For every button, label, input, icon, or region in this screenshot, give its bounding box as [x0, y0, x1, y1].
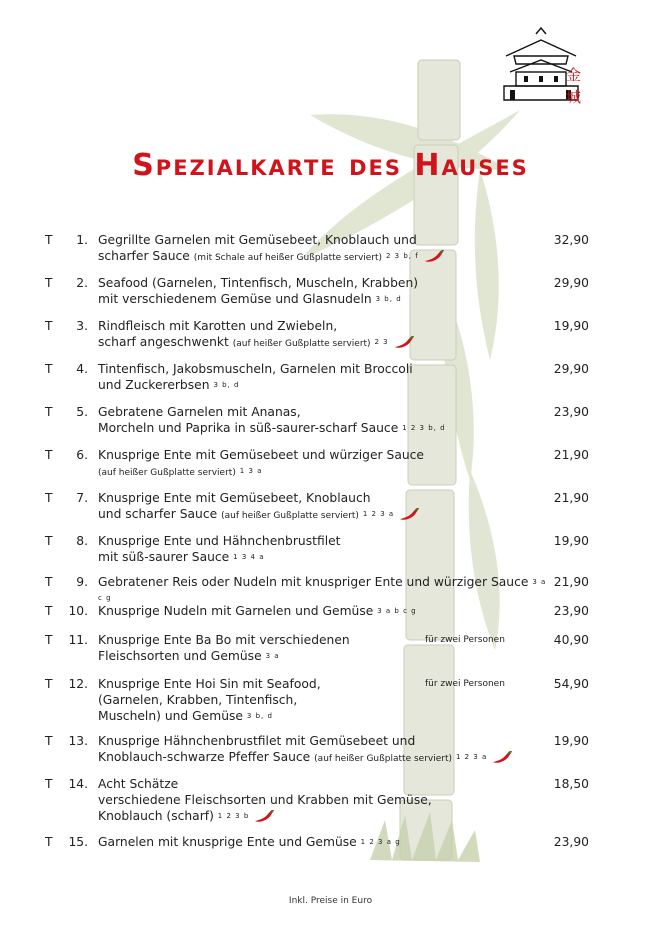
item-number: 12. — [68, 677, 88, 691]
item-price: 19,90 — [553, 734, 589, 748]
item-line1: Rindfleisch mit Karotten und Zwiebeln, — [98, 319, 338, 333]
item-line2: mit verschiedenem Gemüse und Glasnudeln — [98, 292, 372, 306]
item-mark: T — [45, 633, 53, 647]
item-line1: Knusprige Ente mit Gemüsebeet, Knoblauch — [98, 491, 371, 505]
item-number: 6. — [76, 448, 88, 462]
item-description — [98, 447, 548, 481]
allergen-codes: 1 2 3 b, d — [402, 424, 446, 432]
item-serving-note: (mit Schale auf heißer Gußplatte serviert) — [193, 253, 383, 263]
item-line2: mit süß-saurer Sauce — [98, 550, 230, 564]
item-line1: Seafood (Garnelen, Tintenfisch, Muscheln, Krabben) — [98, 276, 419, 290]
item-number: 13. — [68, 734, 88, 748]
item-price: 18,50 — [553, 777, 589, 791]
item-line1: Knusprige Ente und Hähnchenbrustfilet — [98, 534, 341, 548]
item-number: 15. — [68, 835, 88, 849]
item-number: 7. — [76, 491, 88, 505]
allergen-codes: 3 b, d — [375, 295, 402, 303]
item-description — [98, 776, 548, 824]
item-price: 21,90 — [553, 448, 589, 462]
title-text: Spezialkarte des Hauses — [132, 148, 529, 183]
item-line1: Gebratene Garnelen mit Ananas, — [98, 405, 301, 419]
item-line1: Acht Schätze — [98, 777, 179, 791]
item-description — [98, 834, 548, 850]
item-line1: Gegrillte Garnelen mit Gemüsebeet, Knoblauch und — [98, 233, 417, 247]
allergen-codes: 3 b, d — [213, 381, 240, 389]
persons-note: für zwei Personen — [425, 635, 505, 645]
allergen-codes: 1 3 a — [239, 467, 263, 475]
item-price: 23,90 — [553, 604, 589, 618]
logo-characters: 金 城 — [566, 66, 582, 106]
allergen-codes: 2 3 — [374, 338, 389, 346]
item-serving-note: (auf heißer Gußplatte serviert) — [232, 339, 371, 349]
allergen-codes: 1 2 3 b — [217, 812, 250, 820]
allergen-codes: 3 a — [265, 652, 280, 660]
item-mark: T — [45, 233, 53, 247]
item-serving-note: (auf heißer Gußplatte serviert) — [98, 468, 236, 478]
item-line2: Knoblauch-schwarze Pfeffer Sauce — [98, 750, 311, 764]
item-description — [98, 603, 548, 619]
item-price: 54,90 — [553, 677, 589, 691]
item-price: 32,90 — [553, 233, 589, 247]
item-number: 14. — [68, 777, 88, 791]
chili-icon — [253, 810, 275, 824]
item-number: 5. — [76, 405, 88, 419]
allergen-codes: 3 a c g — [98, 578, 547, 602]
page-title — [0, 148, 661, 183]
item-line1: Knusprige Ente Ba Bo mit verschiedenen — [98, 633, 350, 647]
item-description — [98, 574, 548, 606]
item-number: 4. — [76, 362, 88, 376]
item-description — [98, 361, 548, 393]
allergen-codes: 1 2 3 a — [455, 753, 488, 761]
item-number: 2. — [76, 276, 88, 290]
item-mark: T — [45, 491, 53, 505]
item-price: 29,90 — [553, 362, 589, 376]
item-price: 21,90 — [553, 491, 589, 505]
allergen-codes: 3 a b c g — [377, 607, 417, 615]
item-mark: T — [45, 777, 53, 791]
item-line1: Knusprige Ente mit Gemüsebeet und würziger Sauce — [98, 448, 424, 462]
item-line1: Garnelen mit knusprige Ente und Gemüse — [98, 835, 357, 849]
item-serving-note: (auf heißer Gußplatte serviert) — [314, 754, 453, 764]
item-price: 23,90 — [553, 835, 589, 849]
item-line1: Gebratener Reis oder Nudeln mit knuspriger Ente und würziger Sauce — [98, 575, 529, 589]
item-number: 8. — [76, 534, 88, 548]
item-number: 9. — [76, 575, 88, 589]
item-line1: Knusprige Nudeln mit Garnelen und Gemüse — [98, 604, 374, 618]
item-line2: Morcheln und Paprika in süß-saurer-scharf Sauce — [98, 421, 399, 435]
footer-note: Inkl. Preise in Euro — [288, 896, 373, 906]
item-number: 3. — [76, 319, 88, 333]
item-mark: T — [45, 734, 53, 748]
item-price: 21,90 — [553, 575, 589, 589]
item-description — [98, 733, 548, 767]
allergen-codes: 1 2 3 a g — [360, 838, 401, 846]
item-mark: T — [45, 575, 53, 589]
item-line1: Knusprige Ente Hoi Sin mit Seafood, — [98, 677, 321, 691]
item-mark: T — [45, 319, 53, 333]
item-mark: T — [45, 448, 53, 462]
item-description — [98, 533, 548, 565]
allergen-codes: 1 3 4 a — [233, 553, 265, 561]
item-line2: und Zuckererbsen — [98, 378, 210, 392]
item-line1: Tintenfisch, Jakobsmuscheln, Garnelen mit Broccoli — [98, 362, 413, 376]
chili-icon — [491, 751, 513, 765]
item-price: 40,90 — [553, 633, 589, 647]
item-mark: T — [45, 534, 53, 548]
item-number: 11. — [68, 633, 88, 647]
item-number: 10. — [68, 604, 88, 618]
item-mark: T — [45, 362, 53, 376]
item-line2: (Garnelen, Krabben, Tintenfisch, — [98, 693, 298, 707]
allergen-codes: 1 2 3 a — [362, 510, 395, 518]
item-mark: T — [45, 604, 53, 618]
item-description — [98, 490, 548, 524]
item-line2: scharf angeschwenkt — [98, 335, 229, 349]
item-description — [98, 275, 548, 307]
item-description — [98, 232, 548, 266]
allergen-codes: 3 b, d — [246, 712, 273, 720]
item-price: 19,90 — [553, 534, 589, 548]
item-mark: T — [45, 405, 53, 419]
chili-icon — [398, 508, 420, 522]
item-price: 19,90 — [553, 319, 589, 333]
persons-note: für zwei Personen — [425, 679, 505, 689]
item-serving-note: (auf heißer Gußplatte serviert) — [221, 511, 359, 521]
allergen-codes: 2 3 b, f — [386, 252, 419, 260]
item-line2: scharfer Sauce — [98, 249, 190, 263]
item-mark: T — [45, 677, 53, 691]
item-description — [98, 404, 548, 436]
chili-icon — [423, 250, 445, 264]
chili-icon — [393, 336, 415, 350]
item-line2: und scharfer Sauce — [98, 507, 218, 521]
item-line2: verschiedene Fleischsorten und Krabben mit Gemüse, — [98, 793, 432, 807]
item-price: 29,90 — [553, 276, 589, 290]
item-price: 23,90 — [553, 405, 589, 419]
item-mark: T — [45, 276, 53, 290]
item-line1: Knusprige Hähnchenbrustfilet mit Gemüsebeet und — [98, 734, 416, 748]
item-number: 1. — [76, 233, 88, 247]
item-line3: Knoblauch (scharf) — [98, 809, 214, 823]
item-mark: T — [45, 835, 53, 849]
item-line3: Muscheln) und Gemüse — [98, 709, 243, 723]
item-line2: Fleischsorten und Gemüse — [98, 649, 262, 663]
item-description — [98, 318, 548, 352]
